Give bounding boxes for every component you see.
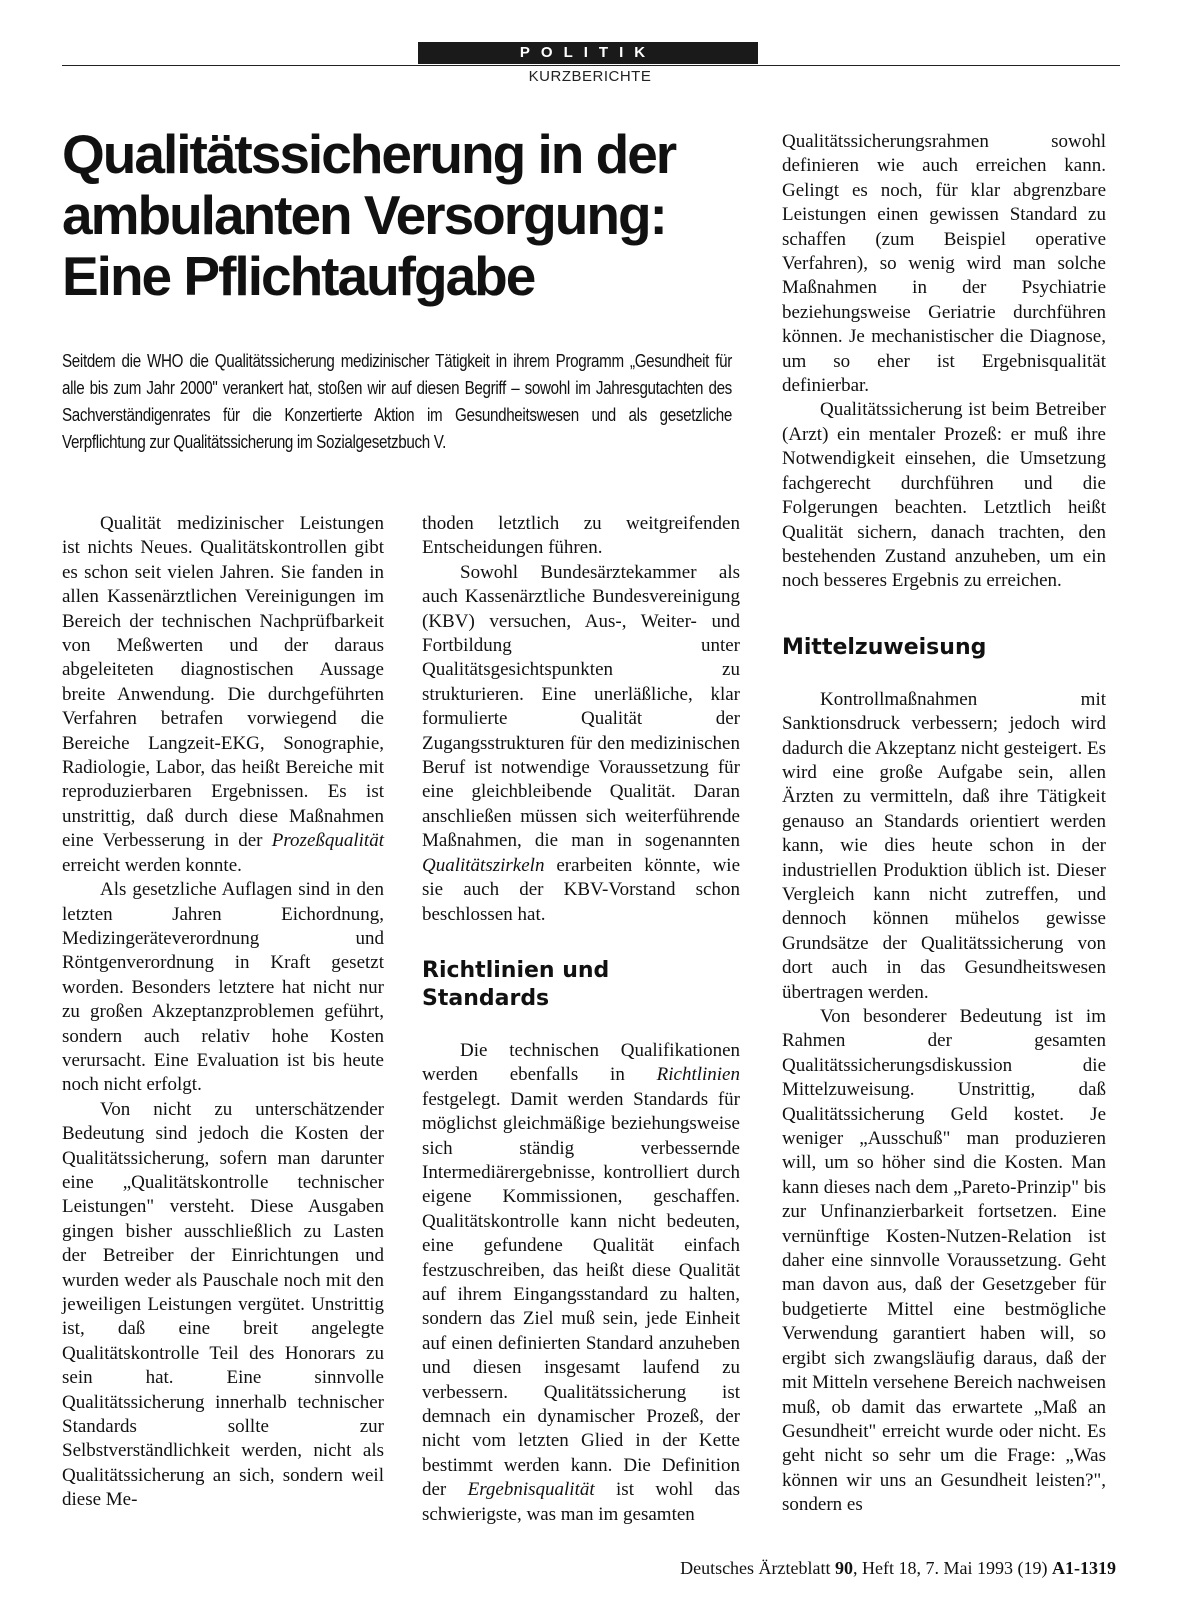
volume-number: 90 <box>835 1558 854 1578</box>
subheading-richtlinien: Richtlinien und Standards <box>422 957 610 1011</box>
paragraph-text: erreicht werden konnte. <box>62 854 242 876</box>
paragraph-text: festgelegt. Damit werden Standards für möglichst gleichmäßige beziehungsweise sich ständig verbessernde Intermediärergebnisse, kontrolliert durch eigene Kommissionen, geschaffen. Qualitätskontrolle kann nicht bedeuten, eine gefundene Qualität einfach festzuschreiben, das heißt diese Qualität auf ihrem Eingangsstandard zu halten, sondern das Ziel muß sein, jede Einheit auf einen definierten Standard anzuheben und diesen insgesamt laufend zu verbessern. Qualitätssicherung ist demnach ein dynamischer Prozeß, der nicht vom letzten Glied in der Kette bestimmt werden kann. Die Definition der <box>422 1088 740 1501</box>
paragraph: Qualitätssicherung ist beim Betreiber (Arzt) ein mentaler Prozeß: er muß ihre Notwendigkeit einsehen, die Umsetzung fachgerecht durchführen und die Folgerungen beachten. Letztlich heißt Qualität sichern, danach trachten, den bestehenden Zustand anzuheben, um ein noch besseres Ergebnis zu erreichen. <box>782 399 1106 592</box>
paragraph-text: ist wohl das schwierigste, was man im gesamten <box>422 1479 741 1525</box>
italic-term: Ergebnisqualität <box>467 1479 595 1501</box>
paragraph <box>422 1039 740 1527</box>
section-tag: POLITIK <box>418 42 758 64</box>
column-2 <box>422 512 740 1527</box>
paragraph: Als gesetzliche Auflagen sind in den letzten Jahren Eichordnung, Medizingeräteverordnung und Röntgenverordnung in Kraft gesetzt worden. Besonders letztere hat nicht nur zu großen Akzeptanzproblemen geführt, sondern auch relativ hohe Kosten verursacht. Eine Evaluation ist bis heute noch nicht erfolgt. <box>62 879 384 1096</box>
paragraph: Qualitätssicherungsrahmen sowohl definieren wie auch erreichen kann. Gelingt es noch, für klar abgrenzbare Leistungen einen gewissen Standard zu schaffen (zum Beispiel operative Verfahren), so wenig wird man solche Maßnahmen in der Psychiatrie beziehungsweise Geriatrie durchführen können. Je mechanistischer die Diagnose, um so eher ist Ergebnisqualität definierbar. <box>782 131 1106 397</box>
paragraph: Von besonderer Bedeutung ist im Rahmen der gesamten Qualitätssicherungsdiskussion die Mittelzuweisung. Unstrittig, daß Qualitätssicherung Geld kostet. Je weniger „Ausschuß" man produzieren will, um so höher sind die Kosten. Man kann dieses nach dem „Pareto-Prinzip" bis zur Unfinanzierbarkeit fortsetzen. Eine vernünftige Kosten-Nutzen-Relation ist daher eine sinnvolle Voraussetzung. Geht man davon aus, daß der Gesetzgeber für budgetierte Mittel eine bestmögliche Verwendung garantiert haben will, so ergibt sich zwangsläufig daraus, daß der mit Mitteln versehene Bereich nachweisen muß, ob damit das erwartete „Maß an Gesundheit" erreicht wurde oder nicht. Es geht nicht so sehr um die Frage: „Was können wir uns an Gesundheit leisten?", sondern es <box>782 1006 1106 1516</box>
article-lead: Seitdem die WHO die Qualitätssicherung medizinischer Tätigkeit in ihrem Programm „Gesundheit für alle bis zum Jahr 2000" verankert hat, stoßen wir auf diesen Begriff – sowohl im Jahresgutachten des Sachverständigenrates für die Konzertierte Aktion im Gesundheitswesen und als gesetzliche Verpflichtung zur Qualitätssicherung im Sozialgesetzbuch V. <box>62 350 732 452</box>
paragraph: Von nicht zu unterschätzender Bedeutung sind jedoch die Kosten der Qualitätssicherung, sofern man darunter eine „Qualitätskontrolle technischer Leistungen" versteht. Diese Ausgaben gingen bisher ausschließlich zu Lasten der Betreiber der Einrichtungen und wurden weder als Pauschale noch mit den jeweiligen Leistungen vergütet. Unstrittig ist, daß eine breit angelegte Qualitätskontrolle Teil des Honorars zu sein hat. Eine sinnvolle Qualitätssicherung innerhalb technischer Standards sollte zur Selbstverständlichkeit werden, nicht als Qualitätssicherung an sich, sondern weil diese Me- <box>62 1098 384 1511</box>
column-3 <box>782 130 1106 1518</box>
column-1 <box>62 512 384 1513</box>
subsection-label: KURZBERICHTE <box>528 68 652 85</box>
subheading-mittelzuweisung: Mittelzuweisung <box>782 634 987 660</box>
paragraph: thoden letztlich zu weitgreifenden Entscheidungen führen. <box>422 513 740 559</box>
page-footer <box>680 1558 1116 1579</box>
italic-term: Richtlinien <box>656 1064 740 1086</box>
article-title: Qualitätssicherung in der ambulanten Versorgung: Eine Pflichtaufgabe <box>62 123 676 307</box>
paragraph-text: Sowohl Bundesärztekammer als auch Kassenärztliche Bundesvereinigung (KBV) versuchen, Aus-, Weiter- und Fortbildung unter Qualitätsgesichtspunkten zu strukturieren. Eine unerläßliche, klar formulierte Qualität der Zugangsstrukturen für den medizinischen Beruf ist notwendige Voraussetzung für eine gleichbleibende Qualität. Daran anschließen müssen sich weiterführende Maßnahmen, die man in sogenannten <box>422 561 740 852</box>
paragraph <box>422 561 740 927</box>
header-rule <box>62 65 1120 66</box>
page-number: A1-1319 <box>1052 1558 1116 1578</box>
journal-name: Deutsches Ärzteblatt <box>680 1558 831 1578</box>
italic-term: Qualitätszirkeln <box>422 854 545 876</box>
paragraph: Kontrollmaßnahmen mit Sanktionsdruck verbessern; jedoch wird dadurch die Akzeptanz nicht gesteigert. Es wird eine große Aufgabe sein, allen Ärzten zu vermitteln, daß ihre Tätigkeit genauso an Standards orientiert werden kann, wie dies heute schon in der industriellen Produktion üblich ist. Dieser Vergleich kann nicht zutreffen, und dennoch können mühelos gewisse Grundsätze der Qualitätssicherung von dort auch in das Gesundheitswesen übertragen werden. <box>782 688 1106 1003</box>
issue-info: , Heft 18, 7. Mai 1993 (19) <box>853 1558 1048 1578</box>
paragraph <box>62 512 384 878</box>
paragraph-text: Die technischen Qualifikationen werden ebenfalls in <box>422 1039 740 1086</box>
paragraph-text: erarbeiten könnte, wie sie auch der KBV-Vorstand schon beschlossen hat. <box>422 854 741 925</box>
paragraph-text: Qualität medizinischer Leistungen ist nichts Neues. Qualitätskontrollen gibt es schon seit vielen Jahren. Sie fanden in allen Kassenärztlichen Vereinigungen im Bereich der technischen Nachprüfbarkeit von Meßwerten und der daraus abgeleiteten diagnostischen Aussage breite Anwendung. Die durchgeführten Verfahren betrafen vorwiegend die Bereiche Langzeit-EKG, Sonographie, Radiologie, Labor, das heißt Bereiche mit reproduzierbaren Ergebnissen. Es ist unstrittig, daß durch diese Maßnahmen eine Verbesserung in der <box>62 513 384 852</box>
italic-term: Prozeßqualität <box>271 830 384 852</box>
